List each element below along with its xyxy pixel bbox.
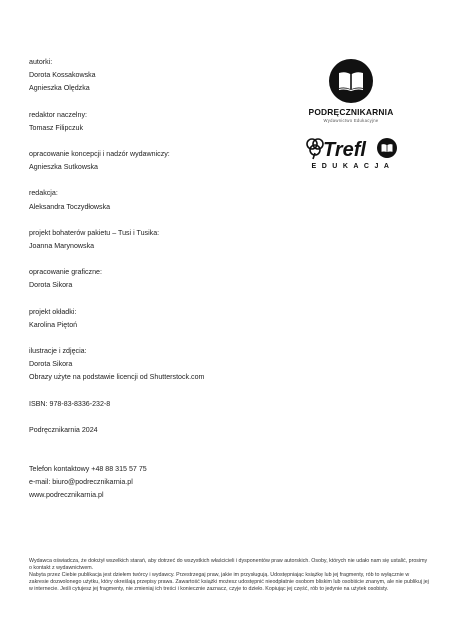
publisher-year-block bbox=[29, 424, 279, 437]
credit-value: Tomasz Filipczuk bbox=[29, 123, 84, 132]
credit-value: Dorota Sikora bbox=[29, 360, 73, 369]
credit-label: opracowanie koncepcji i nadzór wydawniczy: bbox=[29, 150, 170, 159]
credit-cover bbox=[29, 306, 279, 332]
contact-phone: Telefon kontaktowy +48 88 315 57 75 bbox=[29, 465, 147, 474]
credit-value: Dorota Kossakowska bbox=[29, 71, 96, 80]
trefl-logo bbox=[296, 135, 406, 170]
credit-graphic-design bbox=[29, 266, 279, 292]
contact-web: www.podrecznikarnia.pl bbox=[29, 491, 104, 500]
credit-label: redaktor naczelny: bbox=[29, 110, 87, 119]
credit-value: Karolina Piętoń bbox=[29, 320, 78, 329]
trefl-logo-text: Trefl bbox=[323, 139, 366, 161]
credit-value: Aleksandra Toczydłowska bbox=[29, 202, 111, 211]
isbn-block bbox=[29, 398, 279, 411]
credit-value: Agnieszka Sutkowska bbox=[29, 163, 99, 172]
legal-paragraph: Wydawca oświadcza, że dołożył wszelkich starań, aby dotrzeć do wszystkich właścicieli i dysponentów praw autorskich. Osoby, których nie udało nam się ustalić, prosimy o kontakt z wydawnictwem. bbox=[29, 558, 428, 572]
credit-label: projekt bohaterów pakietu – Tusi i Tusika: bbox=[29, 228, 160, 237]
credit-concept bbox=[29, 148, 279, 174]
credit-value: Agnieszka Olędzka bbox=[29, 84, 90, 93]
credit-characters bbox=[29, 227, 279, 253]
credit-label: autorki: bbox=[29, 58, 53, 66]
publisher-logos bbox=[296, 58, 406, 170]
contact-block bbox=[29, 463, 279, 503]
trefl-logo-mark bbox=[303, 135, 399, 161]
podrecznikarnia-book-icon bbox=[328, 58, 374, 104]
publisher-year: Podręcznikarnia 2024 bbox=[29, 425, 98, 434]
podrecznikarnia-logo-text: PODRĘCZNIKARNIA bbox=[308, 107, 394, 117]
credit-authors bbox=[29, 56, 279, 96]
credit-illustrations bbox=[29, 345, 279, 385]
credit-value: Joanna Marynowska bbox=[29, 242, 95, 251]
legal-paragraph: Nabyta przez Ciebie publikacja jest dziełem twórcy i wydawcy. Przestrzegaj praw, jakie im przysługują. Udostępniając książkę lub jej fragmenty, rób to wyłącznie w zakresie dozwolonego użytku, który określają przepisy prawa. Zawartość książki możesz udostępnić nieodpłatnie osobom bliskim lub osobiście znanym, ale nie publikuj jej w internecie. Jeśli cytujesz jej fragmenty, nie zmieniaj ich treści i koniecznie zaznacz, czyje to dzieło. Kopiując jej część, rób to jedynie na użytek osobisty. bbox=[29, 572, 429, 593]
podrecznikarnia-logo-subtitle: Wydawnictwo Edukacyjne bbox=[323, 118, 379, 123]
credit-label: opracowanie graficzne: bbox=[29, 268, 102, 277]
credit-label: ilustracje i zdjęcia: bbox=[29, 347, 87, 356]
isbn: ISBN: 978-83-8336-232-8 bbox=[29, 399, 111, 408]
credit-editor-in-chief bbox=[29, 109, 279, 135]
credit-editing bbox=[29, 187, 279, 213]
legal-notice bbox=[29, 558, 429, 593]
credit-value: Obrazy użyte na podstawie licencji od Shutterstock.com bbox=[29, 373, 205, 382]
credit-value: Dorota Sikora bbox=[29, 281, 73, 290]
trefl-logo-subtitle: EDUKACJA bbox=[311, 163, 395, 170]
credits bbox=[29, 56, 279, 516]
credit-label: redakcja: bbox=[29, 189, 58, 198]
credit-label: projekt okładki: bbox=[29, 307, 77, 316]
contact-email: e-mail: biuro@podrecznikarnia.pl bbox=[29, 478, 133, 487]
